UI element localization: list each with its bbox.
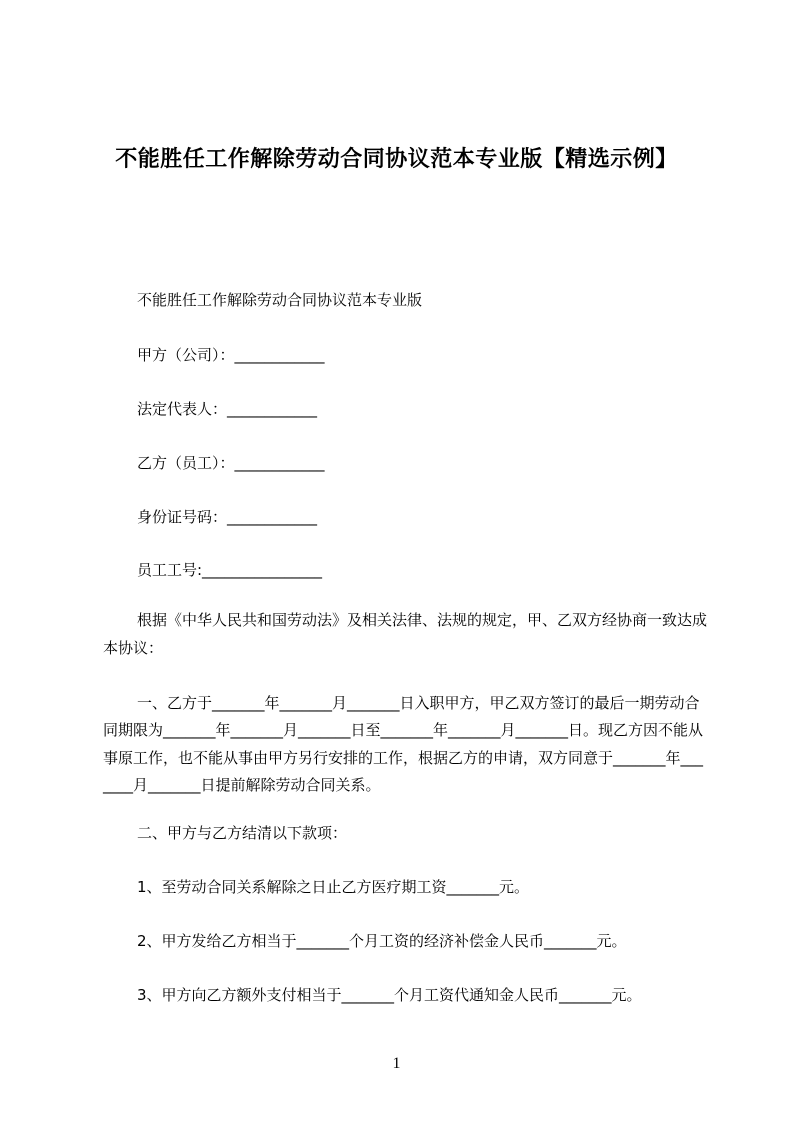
page-number: 1	[392, 1055, 401, 1072]
field-legal-representative: 法定代表人：____________	[137, 400, 318, 418]
field-employee-number: 员工工号:________________	[137, 561, 323, 579]
item-2: 2、甲方发给乙方相当于_______个月工资的经济补偿金人民币_______元。	[137, 932, 627, 950]
field-party-b: 乙方（员工）：____________	[137, 454, 325, 472]
item-1: 1、至劳动合同关系解除之日止乙方医疗期工资_______元。	[137, 878, 530, 896]
field-id-number: 身份证号码：____________	[137, 508, 318, 526]
intro-paragraph: 根据《中华人民共和国劳动法》及相关法律、法规的规定，甲、乙双方经协商一致达成本协议：	[103, 611, 708, 657]
document-subtitle: 不能胜任工作解除劳动合同协议范本专业版	[137, 291, 423, 309]
document-title: 不能胜任工作解除劳动合同协议范本专业版【精选示例】	[115, 147, 678, 172]
field-party-a: 甲方（公司）：____________	[137, 346, 325, 364]
clause-1: 一、乙方于_______年_______月_______日入职甲方，甲乙双方签订的最后一期劳动合同期限为_______年_______月_______日至_______年_______月_______日。现乙方因不能从事原工作，也不能从事由甲方另行安排的工作，根据乙方的申请，双方同意于_______年_______月_______日提前解除劳动合同关系。	[103, 694, 704, 794]
item-3: 3、甲方向乙方额外支付相当于_______个月工资代通知金人民币_______元。	[137, 986, 642, 1004]
clause-2: 二、甲方与乙方结清以下款项：	[137, 824, 348, 842]
